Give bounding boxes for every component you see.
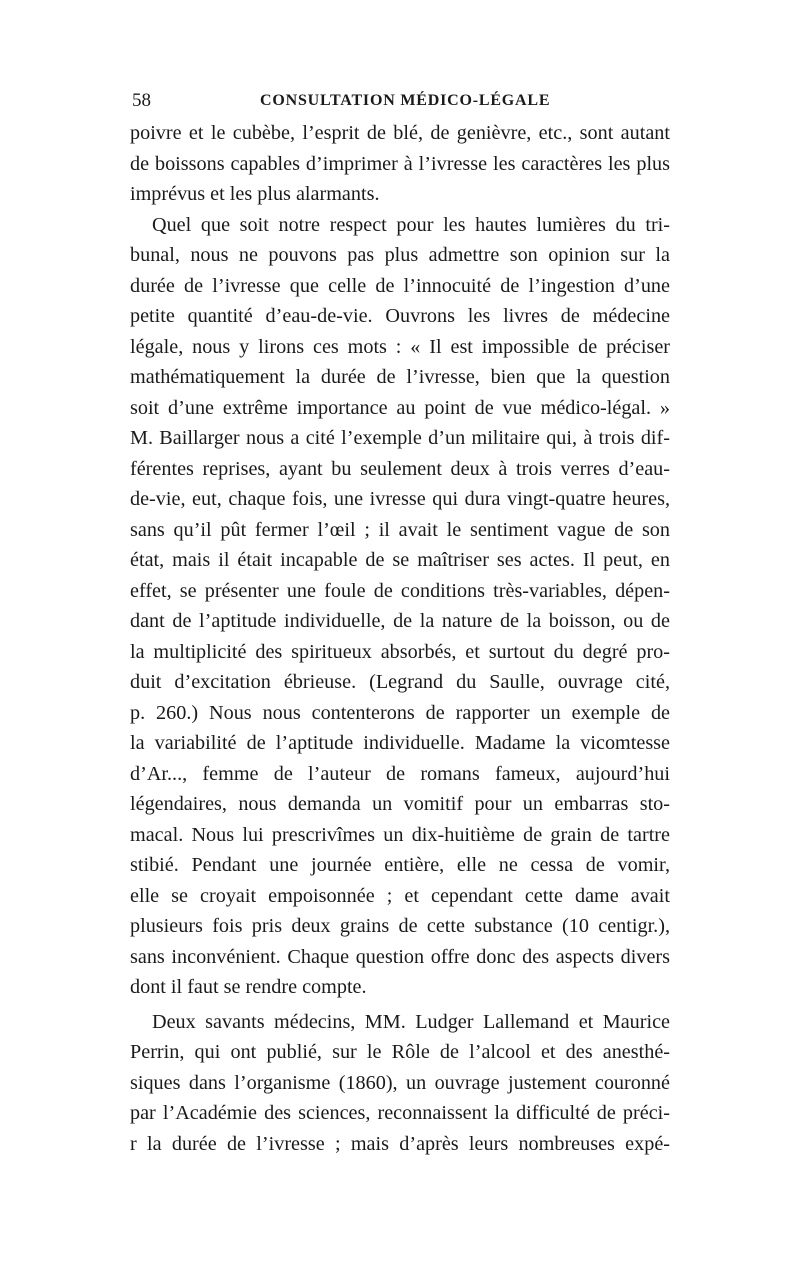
page-header — [130, 88, 670, 118]
text-line: la variabilité de l’aptitude individuelle. Madame la vicomtesse — [130, 732, 670, 754]
text-line: p. 260.) Nous nous contenterons de rapporter un exemple de — [130, 701, 670, 724]
paragraph — [130, 118, 670, 210]
text-line: Perrin, qui ont publié, sur le Rôle de l’alcool et des anesthé- — [130, 1041, 670, 1063]
body-text — [130, 118, 670, 1159]
text-line: sans inconvénient. Chaque question offre donc des aspects divers — [130, 945, 670, 968]
text-line: duit d’excitation ébrieuse. (Legrand du Saulle, ouvrage cité, — [130, 671, 670, 693]
text-line: dant de l’aptitude individuelle, de la nature de la boisson, ou de — [130, 610, 670, 632]
text-line: légendaires, nous demanda un vomitif pour un embarras sto- — [130, 793, 670, 815]
text-line: légale, nous y lirons ces mots : « Il est impossible de préciser — [130, 335, 670, 358]
text-line: mathématiquement la durée de l’ivresse, bien que la question — [130, 366, 670, 388]
text-line: de boissons capables d’imprimer à l’ivresse les caractères les plus — [130, 152, 670, 175]
text-line: Deux savants médecins, MM. Ludger Lallemand et Maurice — [152, 1010, 670, 1033]
text-line: poivre et le cubèbe, l’esprit de blé, de genièvre, etc., sont autant — [130, 122, 670, 144]
text-line: bunal, nous ne pouvons pas plus admettre son opinion sur la — [130, 244, 670, 266]
text-line: dont il faut se rendre compte. — [130, 976, 367, 998]
text-line: la multiplicité des spiritueux absorbés, et surtout du degré pro- — [130, 640, 670, 663]
text-line: r la durée de l’ivresse ; mais d’après leurs nombreuses expé- — [130, 1132, 670, 1155]
paragraph — [130, 210, 670, 1003]
text-line: M. Baillarger nous a cité l’exemple d’un militaire qui, à trois dif- — [130, 427, 670, 449]
book-page — [130, 88, 670, 1159]
text-line: par l’Académie des sciences, reconnaissent la difficulté de préci- — [130, 1102, 670, 1124]
text-line: Quel que soit notre respect pour les hautes lumières du tri- — [152, 213, 670, 236]
text-line: de-vie, eut, chaque fois, une ivresse qui dura vingt-quatre heures, — [130, 488, 670, 510]
text-line: stibié. Pendant une journée entière, elle ne cessa de vomir, — [130, 854, 670, 876]
text-line: macal. Nous lui prescrivîmes un dix-huitième de grain de tartre — [130, 823, 670, 846]
paragraph — [130, 1007, 670, 1160]
running-head: CONSULTATION MÉDICO-LÉGALE — [260, 92, 551, 109]
text-line: imprévus et les plus alarmants. — [130, 183, 380, 205]
text-line: durée de l’ivresse que celle de l’innocuité de l’ingestion d’une — [130, 274, 670, 297]
text-line: d’Ar..., femme de l’auteur de romans fameux, aujourd’hui — [130, 762, 670, 785]
text-line: petite quantité d’eau-de-vie. Ouvrons les livres de médecine — [130, 305, 670, 327]
text-line: siques dans l’organisme (1860), un ouvrage justement couronné — [130, 1071, 670, 1094]
page-number: 58 — [132, 90, 151, 111]
text-line: soit d’une extrême importance au point de vue médico-légal. » — [130, 396, 670, 419]
text-line: état, mais il était incapable de se maîtriser ses actes. Il peut, en — [130, 549, 670, 571]
text-line: sans qu’il pût fermer l’œil ; il avait le sentiment vague de son — [130, 518, 670, 541]
text-line: plusieurs fois pris deux grains de cette substance (10 centigr.), — [130, 915, 670, 937]
text-line: elle se croyait empoisonnée ; et cependant cette dame avait — [130, 884, 670, 907]
text-line: férentes reprises, ayant bu seulement deux à trois verres d’eau- — [130, 457, 670, 480]
text-line: effet, se présenter une foule de conditions très-variables, dépen- — [130, 579, 670, 602]
